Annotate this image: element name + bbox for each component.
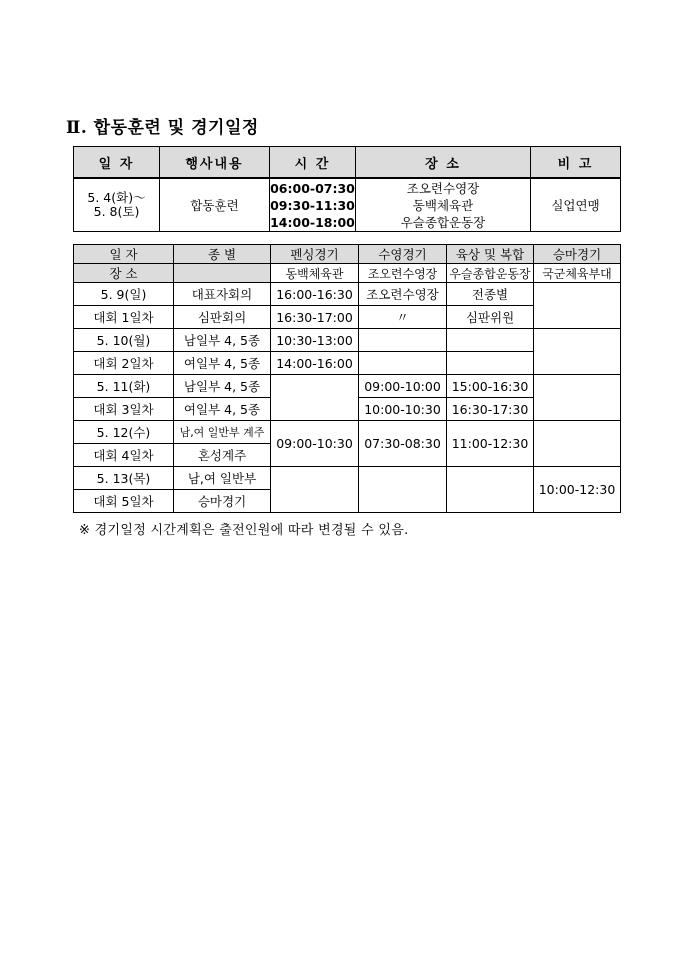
header-fencing: 펜싱경기 (271, 245, 359, 264)
venue-track: 우슬종합운동장 (447, 264, 534, 283)
fencing-time: 14:00-16:00 (271, 352, 359, 375)
training-date-start: 5. 4(화)～ (87, 190, 146, 205)
swimming-cell: 〃 (359, 306, 447, 329)
competition-schedule-table (73, 244, 621, 513)
swimming-cell: 조오련수영장 (359, 283, 447, 306)
header-swimming: 수영경기 (359, 245, 447, 264)
header-track: 육상 및 복합 (447, 245, 534, 264)
day-cell: 대회 2일차 (74, 352, 174, 375)
day-cell: 대회 4일차 (74, 444, 174, 467)
category-cell: 여일부 4, 5종 (174, 352, 271, 375)
header-blank (174, 264, 271, 283)
category-cell: 여일부 4, 5종 (174, 398, 271, 421)
fencing-cell (271, 467, 359, 513)
fencing-time: 16:00-16:30 (271, 283, 359, 306)
training-remark: 실업연맹 (531, 178, 621, 232)
time-slot: 14:00-18:00 (270, 214, 355, 230)
header-venue: 장 소 (356, 147, 531, 179)
category-cell: 남일부 4, 5종 (174, 329, 271, 352)
table-header-row (74, 147, 621, 179)
schedule-note: ※ 경기일정 시간계획은 출전인원에 따라 변경될 수 있음. (79, 523, 409, 538)
day-cell: 대회 1일차 (74, 306, 174, 329)
training-schedule-table (73, 146, 621, 232)
header-event: 행사내용 (160, 147, 270, 179)
time-slot: 06:00-07:30 (270, 180, 355, 196)
table-header-row (74, 245, 621, 264)
swimming-time: 07:30-08:30 (359, 421, 447, 467)
venue-swimming: 조오련수영장 (359, 264, 447, 283)
category-cell: 남일부 4, 5종 (174, 375, 271, 398)
section-heading: Ⅱ. 합동훈련 및 경기일정 (66, 118, 259, 138)
riding-cell (534, 375, 621, 421)
swimming-cell (359, 352, 447, 375)
fencing-cell (271, 375, 359, 421)
day-cell: 대회 5일차 (74, 490, 174, 513)
track-cell: 심판위원 (447, 306, 534, 329)
table-row (74, 329, 621, 352)
riding-time: 10:00-12:30 (534, 467, 621, 513)
fencing-time: 16:30-17:00 (271, 306, 359, 329)
swimming-cell (359, 467, 447, 513)
category-cell: 심판회의 (174, 306, 271, 329)
date-cell: 5. 10(월) (74, 329, 174, 352)
category-cell: 대표자회의 (174, 283, 271, 306)
date-cell: 5. 13(목) (74, 467, 174, 490)
venue-riding: 국군체육부대 (534, 264, 621, 283)
header-date: 일 자 (74, 147, 160, 179)
training-event: 합동훈련 (160, 178, 270, 232)
header-date: 일 자 (74, 245, 174, 264)
swimming-cell (359, 329, 447, 352)
header-place: 장 소 (74, 264, 174, 283)
category-cell: 남,여 일반부 계주 (174, 421, 271, 444)
riding-cell (534, 283, 621, 329)
training-date-end: 5. 8(토) (93, 204, 140, 219)
track-cell (447, 352, 534, 375)
header-time: 시 간 (270, 147, 356, 179)
training-date-cell (74, 178, 160, 232)
header-category: 종 별 (174, 245, 271, 264)
track-cell (447, 467, 534, 513)
category-cell: 혼성계주 (174, 444, 271, 467)
table-header-row (74, 264, 621, 283)
table-row (74, 283, 621, 306)
category-cell: 승마경기 (174, 490, 271, 513)
date-cell: 5. 9(일) (74, 283, 174, 306)
venue: 조오련수영장 (406, 180, 480, 196)
table-row (74, 467, 621, 490)
riding-cell (534, 329, 621, 375)
date-cell: 5. 12(수) (74, 421, 174, 444)
table-row (74, 375, 621, 398)
swimming-time: 10:00-10:30 (359, 398, 447, 421)
table-row (74, 421, 621, 444)
time-slot: 09:30-11:30 (270, 197, 355, 213)
day-cell: 대회 3일차 (74, 398, 174, 421)
venue: 동백체육관 (412, 197, 474, 213)
track-time: 15:00-16:30 (447, 375, 534, 398)
fencing-time: 10:30-13:00 (271, 329, 359, 352)
swimming-time: 09:00-10:00 (359, 375, 447, 398)
header-remark: 비 고 (531, 147, 621, 179)
track-time: 11:00-12:30 (447, 421, 534, 467)
category-cell: 남,여 일반부 (174, 467, 271, 490)
venue: 우슬종합운동장 (400, 214, 486, 230)
training-venues (356, 178, 531, 232)
riding-cell (534, 421, 621, 467)
venue-fencing: 동백체육관 (271, 264, 359, 283)
track-cell: 전종별 (447, 283, 534, 306)
header-riding: 승마경기 (534, 245, 621, 264)
date-cell: 5. 11(화) (74, 375, 174, 398)
track-cell (447, 329, 534, 352)
track-time: 16:30-17:30 (447, 398, 534, 421)
fencing-time: 09:00-10:30 (271, 421, 359, 467)
training-times (270, 178, 356, 232)
table-row (74, 178, 621, 232)
